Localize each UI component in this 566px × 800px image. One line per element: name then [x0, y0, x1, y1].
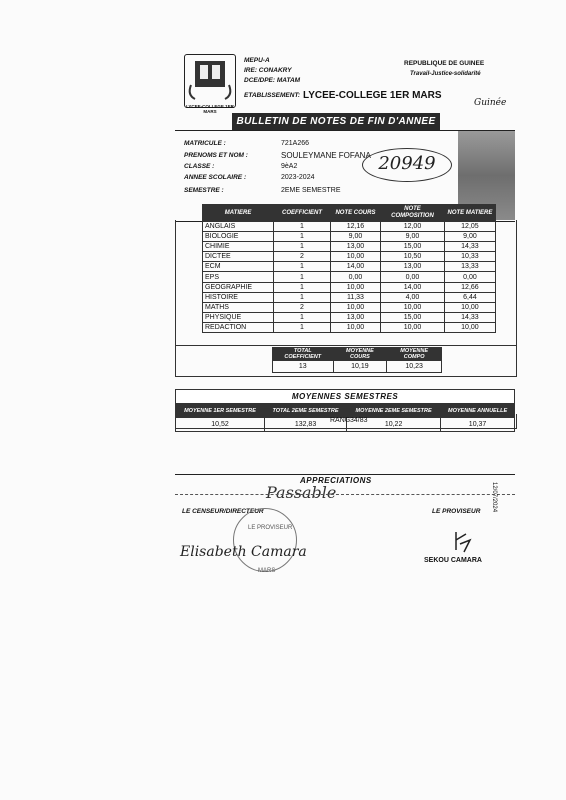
cell-cours: 12,16 [330, 222, 380, 232]
school-name: LYCEE-COLLEGE 1ER MARS [303, 90, 442, 101]
header-note-cours: NOTE COURS [330, 205, 380, 222]
proviseur-label: LE PROVISEUR [432, 508, 481, 515]
total-sem2-header: TOTAL 2EME SEMESTRE [264, 404, 346, 418]
year-value: 2023-2024 [281, 174, 315, 181]
cell-cours: 10,00 [330, 322, 380, 332]
total-coef-header: TOTAL COEFFICIENT [273, 348, 334, 361]
table-row [203, 292, 496, 302]
moyenne-compo-value: 10,23 [387, 361, 442, 373]
table-row [203, 322, 496, 332]
cell-cours: 9,00 [330, 232, 380, 242]
dashed-divider [175, 494, 515, 495]
table-row [203, 302, 496, 312]
grades-table [202, 204, 496, 333]
cell-cours: 13,00 [330, 312, 380, 322]
seal-text: LE PROVISEUR [248, 525, 293, 531]
cell-subject: CHIMIE [203, 242, 274, 252]
semesters-title: MOYENNES SEMESTRES [176, 390, 515, 404]
cell-matiere: 14,33 [444, 312, 495, 322]
cell-matiere: 14,33 [444, 242, 495, 252]
table-row [203, 242, 496, 252]
header-note-matiere: NOTE MATIERE [444, 205, 495, 222]
cell-cours: 10,00 [330, 302, 380, 312]
table-row [203, 262, 496, 272]
matricule-value: 721A266 [281, 140, 310, 147]
dce: DCE/DPE: MATAM [244, 77, 301, 84]
handwritten-appreciation: Passable [266, 483, 337, 502]
cell-subject: ANGLAIS [203, 222, 274, 232]
header-matiere: MATIERE [203, 205, 274, 222]
sem1-header: MOYENNE 1ER SEMESTRE [176, 404, 265, 418]
cell-matiere: 12,05 [444, 222, 495, 232]
handwritten-number-stamp: 20949 [362, 148, 452, 182]
class-value: 9èA2 [281, 163, 298, 170]
cell-matiere: 0,00 [444, 272, 495, 282]
cell-subject: ECM [203, 262, 274, 272]
semester-label: SEMESTRE : [184, 187, 224, 194]
cell-subject: GEOGRAPHIE [203, 282, 274, 292]
cell-subject: EPS [203, 272, 274, 282]
moyenne-compo-header: MOYENNE COMPO [387, 348, 442, 361]
censeur-label: LE CENSEUR/DIRECTEUR [182, 508, 264, 515]
date-annotation: 12/07/2024 [491, 482, 497, 513]
school-logo [184, 54, 236, 108]
cell-matiere: 12,66 [444, 282, 495, 292]
censeur-signature: Elisabeth Camara [180, 544, 307, 560]
cell-coef: 1 [274, 292, 331, 302]
cell-cours: 0,00 [330, 272, 380, 282]
cell-cours: 14,00 [330, 262, 380, 272]
cell-subject: MATHS [203, 302, 274, 312]
year-label: ANNEE SCOLAIRE : [184, 174, 247, 181]
cell-subject: DICTEE [203, 252, 274, 262]
cell-subject: BIOLOGIE [203, 232, 274, 242]
sem1-value: 10,52 [176, 418, 265, 432]
cell-cours: 10,00 [330, 252, 380, 262]
official-seal [233, 508, 297, 572]
cell-coef: 1 [274, 272, 331, 282]
cell-matiere: 10,33 [444, 252, 495, 262]
moyenne-cours-value: 10,19 [333, 361, 387, 373]
cell-matiere: 6,44 [444, 292, 495, 302]
table-row [203, 252, 496, 262]
class-label: CLASSE : [184, 163, 215, 170]
cell-cours: 11,33 [330, 292, 380, 302]
logo-caption: LYCEE-COLLEGE 1ER MARS [186, 104, 234, 114]
proviseur-name: SEKOU CAMARA [424, 557, 482, 564]
ministry: MEPU-A [244, 57, 270, 64]
total-sem2-value: 132,83 [264, 418, 346, 432]
cell-coef: 1 [274, 232, 331, 242]
rank-value: 34/83 [350, 417, 368, 424]
total-coef-value: 13 [273, 361, 334, 373]
cell-coef: 1 [274, 312, 331, 322]
table-row [203, 232, 496, 242]
header-coefficient: COEFFICIENT [274, 205, 331, 222]
motto: Travail-Justice-solidarité [410, 71, 481, 77]
cell-compo: 13,00 [381, 262, 445, 272]
cell-compo: 0,00 [381, 272, 445, 282]
cell-compo: 10,00 [381, 322, 445, 332]
cell-matiere: 10,00 [444, 322, 495, 332]
table-row [203, 312, 496, 322]
etab-label: ETABLISSEMENT: [244, 92, 301, 99]
table-row [203, 282, 496, 292]
cell-coef: 1 [274, 282, 331, 292]
cell-cours: 13,00 [330, 242, 380, 252]
cell-coef: 1 [274, 262, 331, 272]
cell-compo: 4,00 [381, 292, 445, 302]
sem2-header: MOYENNE 2EME SEMESTRE [347, 404, 441, 418]
table-row [203, 222, 496, 232]
rank-label: RANG [330, 417, 351, 424]
cell-compo: 12,00 [381, 222, 445, 232]
annual-header: MOYENNE ANNUELLE [441, 404, 515, 418]
cell-matiere: 9,00 [444, 232, 495, 242]
ire: IRE: CONAKRY [244, 67, 292, 74]
cell-compo: 15,00 [381, 242, 445, 252]
sem2-value: 10,22 [347, 418, 441, 432]
cell-compo: 10,00 [381, 302, 445, 312]
cell-coef: 2 [274, 252, 331, 262]
cell-subject: REDACTION [203, 322, 274, 332]
matricule-label: MATRICULE : [184, 140, 226, 147]
cell-subject: HISTOIRE [203, 292, 274, 302]
name-value: SOULEYMANE FOFANA [281, 151, 371, 160]
republic: REPUBLIQUE DE GUINEE [404, 60, 485, 67]
document-title: BULLETIN DE NOTES DE FIN D'ANNEE [232, 113, 440, 131]
cell-compo: 15,00 [381, 312, 445, 322]
cell-coef: 2 [274, 302, 331, 312]
totals-table [272, 347, 442, 373]
appreciations-title: APPRECIATIONS [300, 476, 372, 485]
cell-compo: 14,00 [381, 282, 445, 292]
proviseur-signature [452, 530, 474, 554]
cell-coef: 1 [274, 222, 331, 232]
moyenne-cours-header: MOYENNE COURS [333, 348, 387, 361]
cell-coef: 1 [274, 322, 331, 332]
cell-cours: 10,00 [330, 282, 380, 292]
semester-value: 2EME SEMESTRE [281, 187, 341, 194]
table-row [203, 272, 496, 282]
name-label: PRENOMS ET NOM : [184, 152, 248, 159]
header-note-composition: NOTE COMPOSITION [381, 205, 445, 222]
cell-coef: 1 [274, 242, 331, 252]
annual-value: 10,37 [441, 418, 515, 432]
cell-matiere: 10,00 [444, 302, 495, 312]
cell-compo: 10,50 [381, 252, 445, 262]
cell-matiere: 13,33 [444, 262, 495, 272]
cell-subject: PHYSIQUE [203, 312, 274, 322]
seal-bottom-text: MARS [258, 568, 276, 574]
cell-compo: 9,00 [381, 232, 445, 242]
corner-signature: Guinée [474, 98, 507, 108]
